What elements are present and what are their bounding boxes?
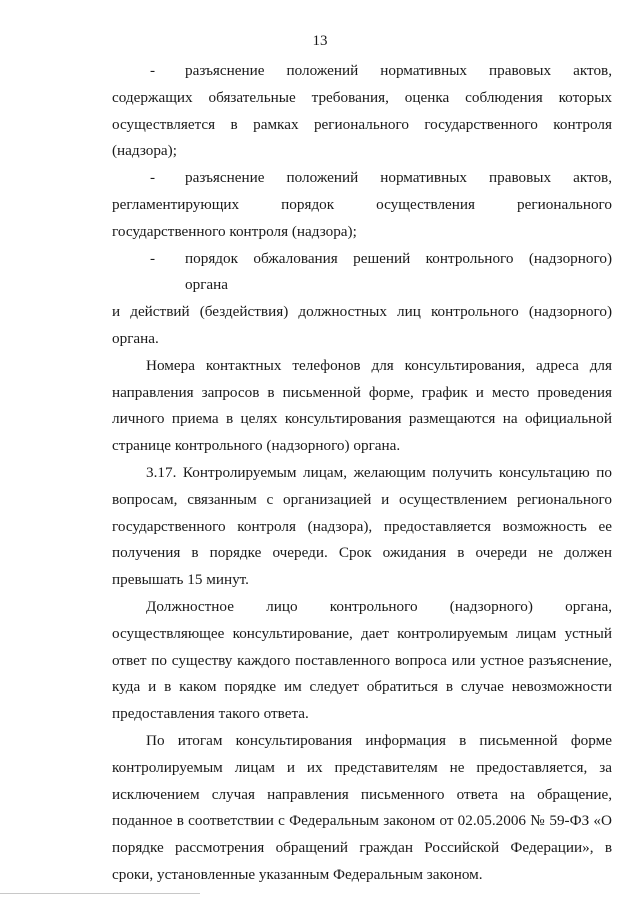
dash-marker: - — [150, 169, 156, 187]
list-item-3-head: порядок обжалования решений контрольного (надзорного) органа — [185, 249, 612, 294]
section-3-17-paragraph: 3.17. Контролируемым лицам, желающим получить консультацию по вопросам, связанным с организацией и осуществлением регионального государственного контроля (надзора), предоставляется возможность ее получения в порядке очереди. Срок ожидания в очереди не должен превышать 15 минут. — [112, 463, 612, 589]
list-item-3-continuation: и действий (бездействия) должностных лиц контрольного (надзорного) органа. — [112, 303, 612, 347]
results-paragraph: По итогам консультирования информация в письменной форме контролируемым лицам и их представителям не предоставляется, за исключением случая направления письменного ответа на обращение, поданное в соответствии с Федеральным законом от 02.05.2006 № 59-ФЗ «О порядке рассмотрения обращений граждан Российской Федерации», в сроки, установленные указанным Федеральным законом. — [112, 731, 612, 883]
official-paragraph-continuation: осуществляющее консультирование, дает контролируемым лицам устный ответ по существу каждого поставленного вопроса или устное разъяснение, куда и в каком порядке им следует обратиться в случае невозможности предоставления такого ответа. — [112, 624, 612, 723]
page-number: 13 — [312, 33, 328, 49]
list-item-1-continuation: содержащих обязательные требования, оценка соблюдения которых осуществляется в рамках регионального государственного контроля (надзора); — [112, 88, 612, 160]
list-item-2-first-line — [112, 165, 612, 192]
list-item-3-first-line — [112, 246, 612, 300]
list-item-1-head: разъяснение положений нормативных правовых актов, — [185, 62, 612, 79]
list-item-2-continuation: регламентирующих порядок осуществления регионального государственного контроля (надзора); — [112, 195, 612, 240]
document-body — [112, 58, 612, 889]
list-item-1-first-line — [112, 58, 612, 85]
official-paragraph-head: Должностное лицо контрольного (надзорного) органа, — [146, 597, 612, 615]
footer-rule — [0, 893, 200, 894]
dash-marker: - — [150, 62, 156, 79]
dash-marker: - — [150, 249, 156, 267]
list-item-2-head: разъяснение положений нормативных правовых актов, — [185, 169, 612, 187]
contacts-paragraph: Номера контактных телефонов для консультирования, адреса для направления запросов в письменной форме, график и место проведения личного приема в целях консультирования размещаются на официальной странице контрольного (надзорного) органа. — [112, 356, 612, 455]
